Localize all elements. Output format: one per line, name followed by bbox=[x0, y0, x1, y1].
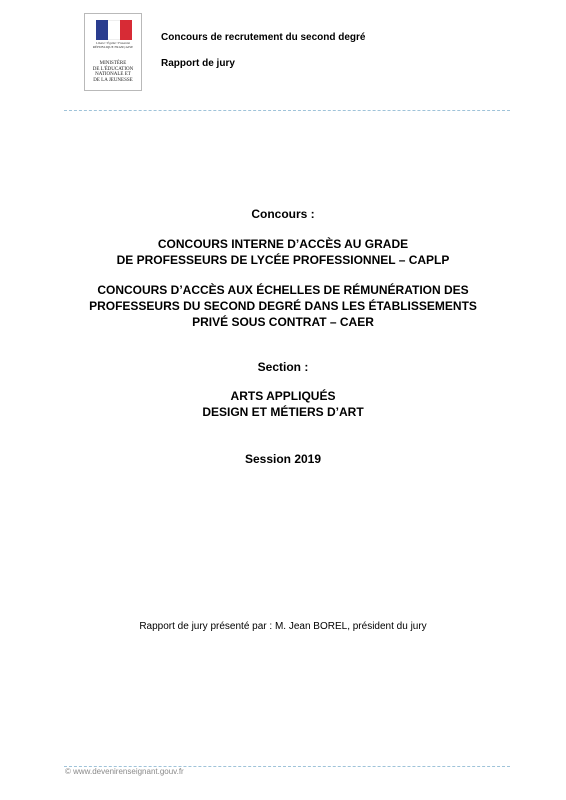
logo-ministry-line: NATIONALE ET bbox=[95, 72, 131, 78]
flag-red-stripe bbox=[120, 20, 132, 40]
flag-white-stripe bbox=[108, 20, 120, 40]
logo-republic: RÉPUBLIQUE FRANÇAISE bbox=[92, 45, 134, 49]
logo-ministry-line: MINISTÈRE bbox=[99, 61, 127, 66]
section-name-line: DESIGN ET MÉTIERS D’ART bbox=[202, 405, 364, 419]
ministry-logo bbox=[84, 13, 142, 91]
header-subtitle: Rapport de jury bbox=[161, 58, 235, 69]
footer-link[interactable]: © www.devenirenseignant.gouv.fr bbox=[65, 767, 184, 776]
concours-caplp bbox=[40, 236, 526, 268]
concours-caer-line: PROFESSEURS DU SECOND DEGRÉ DANS LES ÉTABLISSEMENTS bbox=[89, 299, 477, 313]
concours-caplp-line: CONCOURS INTERNE D’ACCÈS AU GRADE bbox=[157, 237, 409, 251]
concours-caplp-line: DE PROFESSEURS DE LYCÉE PROFESSIONNEL – CAPLP bbox=[116, 253, 450, 267]
concours-heading: Concours : bbox=[251, 207, 315, 221]
section-heading: Section : bbox=[257, 360, 309, 374]
logo-ministry-line: DE L'ÉDUCATION bbox=[92, 66, 134, 72]
flag-blue-stripe bbox=[96, 20, 108, 40]
concours-caer-line: CONCOURS D’ACCÈS AUX ÉCHELLES DE RÉMUNÉRATION DES bbox=[97, 283, 469, 297]
logo-ministry bbox=[87, 61, 139, 83]
logo-motto: Liberté • Égalité • Fraternité bbox=[96, 41, 130, 45]
section-name-line: ARTS APPLIQUÉS bbox=[230, 389, 336, 403]
header-divider bbox=[64, 110, 510, 111]
concours-caer-line: PRIVÉ SOUS CONTRAT – CAER bbox=[192, 315, 374, 329]
jury-statement: Rapport de jury présenté par : M. Jean BOREL, président du jury bbox=[139, 621, 427, 632]
session-year: Session 2019 bbox=[244, 452, 322, 466]
section-name bbox=[40, 388, 526, 420]
concours-caer bbox=[40, 282, 526, 330]
french-flag-icon bbox=[96, 20, 132, 40]
header-title: Concours de recrutement du second degré bbox=[161, 32, 366, 43]
logo-ministry-line: DE LA JEUNESSE bbox=[93, 77, 133, 83]
